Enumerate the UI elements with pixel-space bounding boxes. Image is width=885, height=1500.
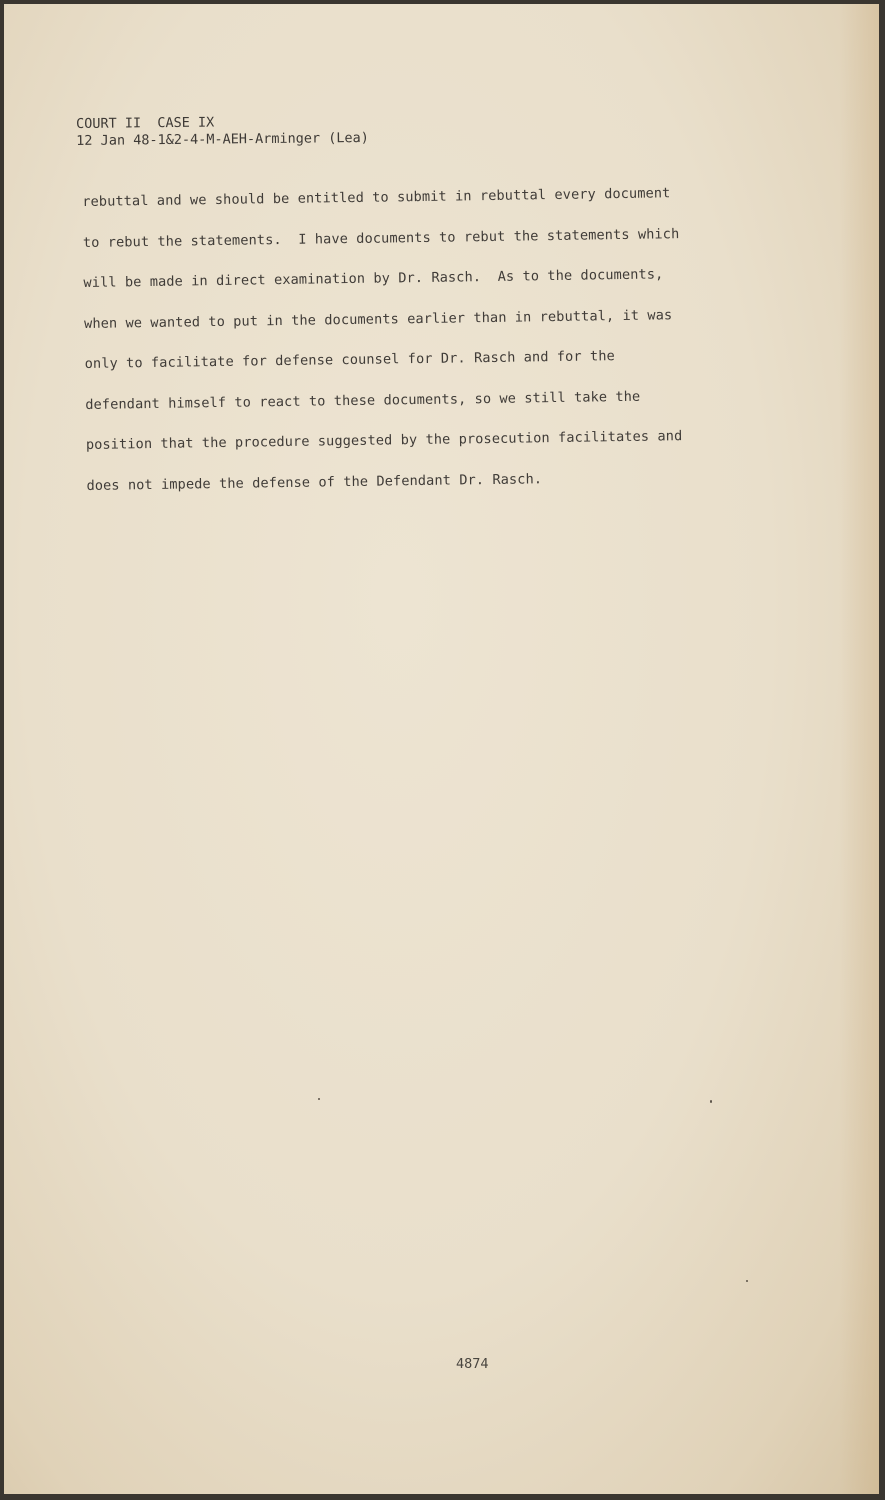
header-session-info: 12 Jan 48-1&2-4-M-AEH-Arminger (Lea) bbox=[76, 129, 369, 149]
transcript-line: to rebut the statements. I have documents to rebut the statements which bbox=[82, 225, 680, 251]
page-number: 4874 bbox=[456, 1356, 489, 1372]
transcript-line: position that the procedure suggested by the prosecution facilitates and bbox=[85, 428, 683, 453]
transcript-line: defendant himself to react to these documents, so we still take the bbox=[85, 388, 641, 413]
transcript-line: does not impede the defense of the Defendant Dr. Rasch. bbox=[86, 470, 543, 494]
transcript-line: rebuttal and we should be entitled to submit in rebuttal every document bbox=[82, 185, 671, 210]
paper-speck bbox=[710, 1100, 712, 1103]
transcript-line: will be made in direct examination by Dr. Rasch. As to the documents, bbox=[83, 266, 664, 291]
document-header bbox=[76, 113, 369, 150]
transcript-line: only to facilitate for defense counsel for Dr. Rasch and for the bbox=[84, 348, 615, 372]
paper-speck bbox=[746, 1280, 748, 1282]
transcript-line: when we wanted to put in the documents earlier than in rebuttal, it was bbox=[83, 306, 673, 332]
document-page bbox=[4, 4, 879, 1494]
paper-speck bbox=[318, 1098, 320, 1100]
header-court-case: COURT II CASE IX bbox=[76, 114, 215, 132]
transcript-body bbox=[82, 172, 787, 506]
